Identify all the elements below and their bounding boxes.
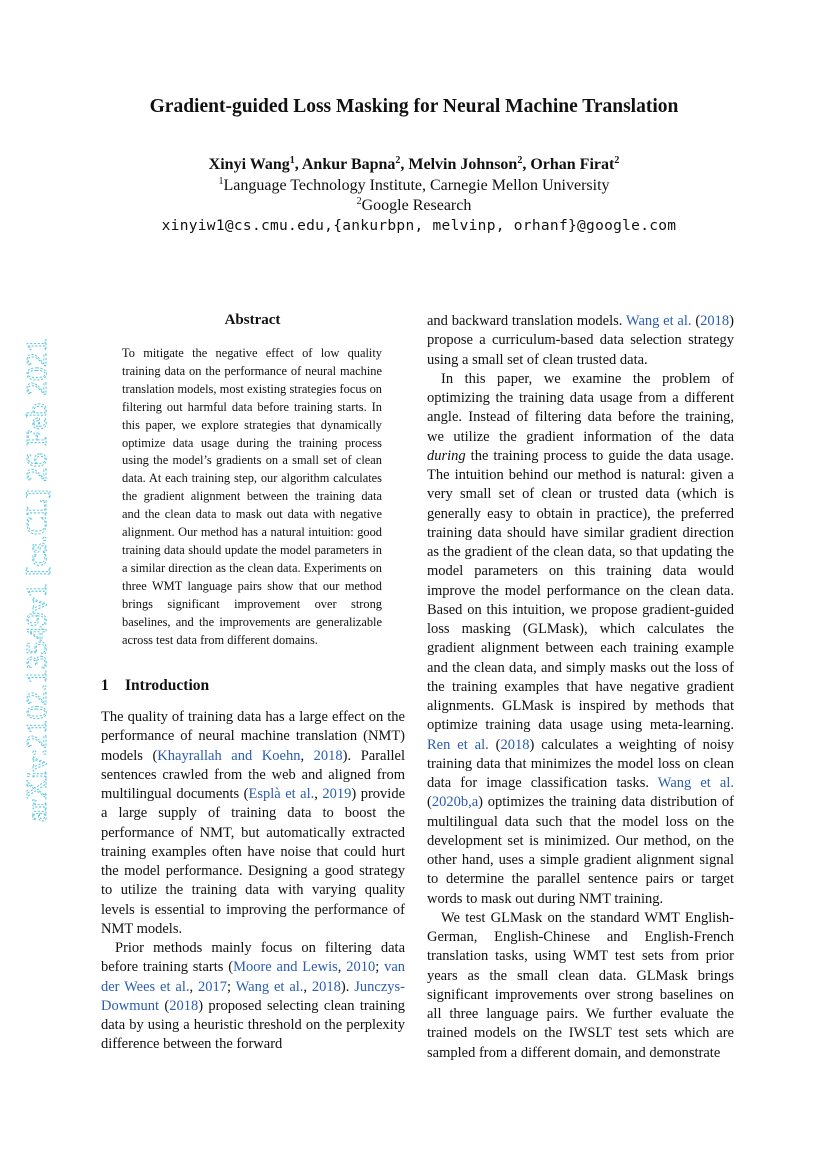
affiliation-text: Google Research (361, 197, 472, 214)
author-name: Melvin Johnson (408, 156, 518, 173)
author-name: Ankur Bapna (301, 156, 396, 173)
citation-link[interactable]: Wang et al. (657, 775, 734, 791)
body-text: ( (427, 794, 432, 811)
affiliation-cmu (0, 177, 828, 195)
body-text: ( (691, 313, 701, 329)
emphasis-text: during (427, 447, 466, 464)
body-text: ) proposed selecting clean training data by using a heuristic threshold on the perplexity difference between the forward (101, 997, 405, 1053)
intro-paragraph-3 (427, 370, 734, 909)
abstract-text: To mitigate the negative effect of low quality training data on the performance of neural machine translation models, most existing strategies focus on filtering out harmful data before training starts. In this paper, we explore strategies that dynamically optimize data usage during the training process using the model’s gradients on a small set of clean data. At each training step, our algorithm calculates the gradient alignment between the training data and the clean data to mask out data with negative alignment. Our method has a natural intuition: good training data should update the model parameters in a similar direction as the clean data. Experiments on three WMT language pairs show that our method brings significant improvement over strong baselines, and the improvements are generalizable across test data from different domains. (122, 346, 382, 647)
body-text: The quality of training data has a large effect on the performance of neural machine translation (NMT) models ( (101, 709, 405, 764)
body-text: ( (488, 736, 501, 753)
body-text: Prior methods mainly focus on filtering data before training starts ( (101, 940, 405, 976)
body-text: , (337, 959, 347, 976)
body-text: ) optimizes the training data distribution of multilingual data such that the model loss on the development set is minimized. Our method, on the other hand, uses a simple gradient alignment signal to determine the parallel sentence pairs or target words to mask out during NMT training. (427, 794, 734, 907)
citation-link[interactable]: van der Wees et al. (101, 959, 405, 995)
body-text: ( (159, 997, 170, 1014)
citation-year-link[interactable]: 2018 (169, 997, 199, 1014)
body-text: ) propose a curriculum-based data selection strategy using a small set of clean trusted data. (427, 313, 734, 368)
body-text: ). (340, 978, 355, 995)
citation-link[interactable]: Ren et al. (427, 736, 489, 753)
left-column-body (101, 708, 405, 1055)
body-text: ; (375, 959, 385, 976)
author-emails: xinyiw1@cs.cmu.edu,{ankurbpn, melvinp, orhanf}@google.com (161, 218, 677, 234)
citation-year-link[interactable]: 2018 (313, 747, 343, 764)
author-separator: , (400, 156, 409, 173)
citation-link[interactable]: Junczys-Dowmunt (101, 978, 405, 1014)
body-text: , (314, 786, 323, 802)
body-text: ) provide a large supply of training data to boost the performance of NMT, but automatically extracted training examples often have noise that could hurt the model performance. Designing a good strategy to utilize the training data with varying quality levels is essential to improving the performance of NMT models. (101, 786, 405, 937)
body-text: , (189, 978, 198, 995)
affiliation-marker: 2 (356, 196, 362, 207)
citation-link[interactable]: Wang et al. (235, 978, 304, 995)
citation-year-link[interactable]: 2019 (322, 786, 352, 802)
citation-link[interactable]: Khayrallah and Koehn (157, 747, 301, 764)
citation-link[interactable]: Moore and Lewis (233, 959, 338, 976)
body-text: , (303, 978, 312, 995)
body-text: and backward translation models. (427, 313, 626, 329)
affiliation-marker: 1 (218, 176, 224, 187)
citation-year-link[interactable]: 2018 (500, 736, 530, 753)
body-text: ). Parallel sentences crawled from the web and aligned from multilingual documents ( (101, 747, 405, 802)
abstract-heading: Abstract (224, 312, 281, 328)
citation-link[interactable]: Wang et al. (625, 313, 692, 329)
author-list (0, 156, 828, 174)
citation-link[interactable]: Esplà et al. (248, 786, 315, 802)
section-heading-introduction (101, 677, 209, 695)
citation-year-link[interactable]: 2018 (700, 313, 730, 329)
author-affiliation-marker: 1 (289, 155, 295, 166)
body-text: , (300, 747, 314, 764)
citation-year-link[interactable]: 2018 (311, 978, 341, 995)
citation-year-link[interactable]: 2020b,a (431, 794, 479, 811)
author-affiliation-marker: 2 (614, 155, 620, 166)
citation-year-link[interactable]: 2010 (346, 959, 376, 976)
intro-paragraph-2 (101, 939, 405, 1055)
right-column-body (427, 312, 734, 1063)
author-separator: , (522, 156, 531, 173)
author-name: Orhan Firat (530, 156, 615, 173)
author-name: Xinyi Wang (208, 156, 290, 173)
author-separator: , (294, 156, 302, 173)
arxiv-identifier-stamp (8, 330, 58, 830)
author-affiliation-marker: 2 (395, 155, 401, 166)
body-text: ) calculates a weighting of noisy training data that minimizes the model loss on clean data for image classification tasks. (427, 736, 734, 791)
author-affiliation-marker: 2 (517, 155, 523, 166)
citation-year-link[interactable]: 2017 (197, 978, 227, 995)
section-number: 1 (101, 677, 109, 694)
affiliation-text: Language Technology Institute, Carnegie Mellon University (223, 177, 610, 194)
arxiv-stamp-text: arXiv:2102.13549v1 [cs.CL] 26 Feb 2021 (22, 342, 53, 822)
body-text: the training process to guide the data usage. The intuition behind our method is natural: given a very small set of clean or trusted data (which is generally easy to obtain in practice), the preferred training data should have similar gradient direction as the gradient of the clean data, so that updating the model parameters on this training data would improve the model performance on the clean data. Based on this intuition, we propose gradient-guided loss masking (GLMask), which calculates the gradient alignment between each training example and the clean data, and simply masks out the loss of the training examples that have negative gradient alignments. GLMask is inspired by methods that optimize training data usage using meta-learning. (427, 447, 734, 734)
body-text: In this paper, we examine the problem of optimizing the training data usage from a different angle. Instead of filtering data before the training, we utilize the gradient information of the data (427, 370, 734, 445)
affiliation-google (0, 197, 828, 215)
body-text: ; (226, 978, 236, 995)
section-title: Introduction (125, 677, 210, 694)
intro-paragraph-continued (427, 312, 734, 370)
intro-paragraph-1 (101, 708, 405, 939)
intro-paragraph-4: We test GLMask on the standard WMT English-German, English-Chinese and English-French translation tasks, using WMT test sets from prior years as the small clean data. GLMask brings significant improvements over strong baselines on all three language pairs. We further evaluate the trained models on the IWSLT test sets which are sampled from a different domain, and demonstrate (427, 909, 734, 1061)
paper-title: Gradient-guided Loss Masking for Neural Machine Translation (149, 96, 679, 117)
